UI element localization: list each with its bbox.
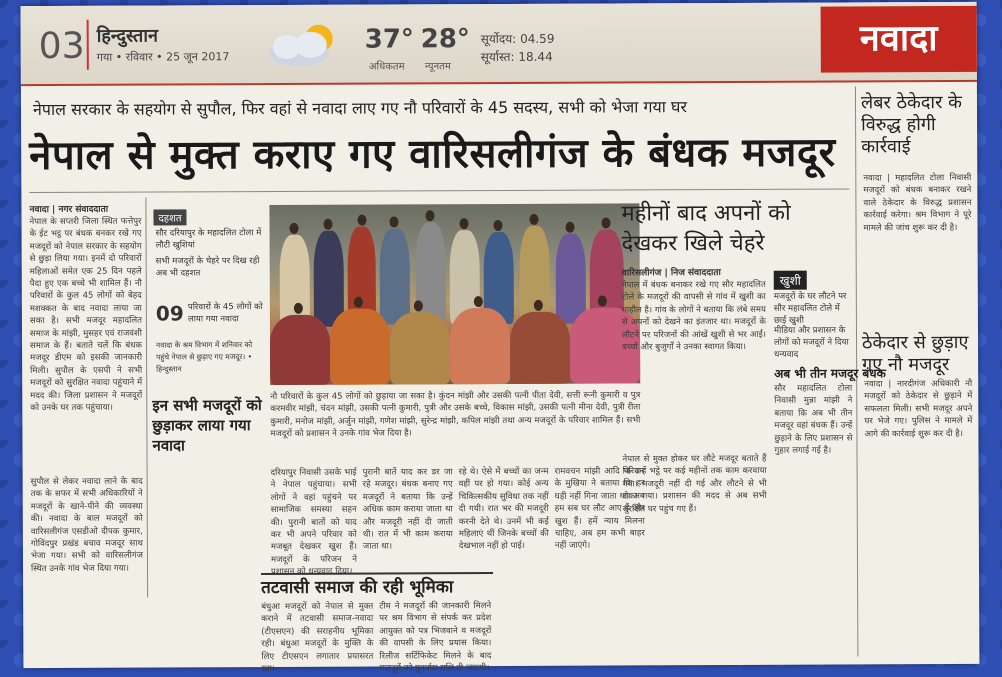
stat-text: परिवारों के 45 लोगों को लाया गया नवादा (187, 302, 263, 325)
fear-box-label: दहशत (153, 209, 186, 225)
main-body-lower-3: रहे थे। ऐसे में बच्चों का जन्म वहीं पर हो गया। कोई अन्य चिकित्सकीय सुविधा तक नहीं दी गयी। रात भर की मजदूरी करनी देते थे। उनमें भी कई महिलाएं थीं जिनके बच्चों की देखभाल नहीं हो पाई। (458, 466, 549, 552)
side-headline-contractor: लेबर ठेकेदार के विरुद्ध होगी कार्रवाई (860, 91, 963, 158)
main-byline: नवादा | नगर संवाददाता (29, 204, 109, 216)
fear-point-1: सौर दरियापुर के महादलित टोला में लौटी खुशियां (155, 228, 262, 251)
right-story-headline: महीनों बाद अपनों को देखकर खिले चेहरे (621, 200, 791, 257)
city-banner: नवादा (821, 6, 977, 73)
stat-number: 09 (155, 301, 184, 326)
tatvasi-body-1: बंधुआ मजदूरों को नेपाल से मुक्त कराने में तटवासी समाज-नवादा (टीएसएन) की सराहनीय भूमिका रही। बंधुआ मजदूरों के मुक्ति के लिए टीएसएन लगातार प्रयासरत रहा। (261, 601, 374, 675)
photo-caption: नवादा के श्रम विभाग में शनिवार को पहुंचे नेपाल से छुड़ाए गए मजदूर। • हिन्दुस्तान (156, 340, 253, 374)
main-body-lower-1: दरियापुर निवासी उसके भाई ने नेपाल पहुंचाया। सभी लोगों ने वहां पहुंचने पर सामाजिक समस्या सहन की। पुरानी बातों को याद कर भी अपने परिवार को मजबूत देखकर खुश हैं। मजदूरों के परिजन ने (270, 467, 357, 565)
subhead-brought-back: इन सभी मजदूरों को छुड़ाकर लाया गया नवादा (152, 396, 262, 455)
newspaper-page (21, 2, 980, 675)
dateline: गया • रविवार • 25 जून 2017 (96, 50, 230, 64)
tatvasi-headline: तटवासी समाज की रही भूमिका (261, 572, 493, 597)
temperature-min: 28° (420, 24, 470, 55)
temperature-max-label: अधिकतम (368, 61, 405, 73)
temperature-max: 37° (364, 24, 414, 55)
fear-point-2: सभी मजदूरों के चेहरे पर दिख रही अब भी दहशत (155, 256, 260, 279)
main-body-lower-4: रामवचन मांझी आदि परिवार के मुखिया ने बताया कि हर घड़ी नहीं गिना जाता था। अब हम सब घर लौट आए हैं और खुश हैं। हमें न्याय मिलना चाहिए, अब हम कभी बाहर नहीं जाएंगे। (554, 466, 645, 552)
column-rule (145, 198, 148, 598)
right-story-body-2: नेपाल से मुक्त होकर घर लौटे मजदूर बताते हैं कि उन्हें भट्ठे पर कई महीनों तक काम करवाया गया। मजदूरी नहीं दी गई और लौटने से भी रोका गया। प्रशासन की मदद से अब सभी सुरक्षित घर पहुंच गए हैं। (622, 453, 767, 515)
story-kicker: नेपाल सरकार के सहयोग से सुपौल, फिर वहां से नवादा लाए गए नौ परिवारों के 45 सदस्य, सभी को भेजा गया घर (32, 97, 688, 120)
sunset-time: सूर्यास्त: 18.44 (480, 49, 553, 65)
headline-rule (29, 188, 849, 193)
tatvasi-body-2: टीम ने मजदूरों की जानकारी मिलने पर श्रम विभाग से संपर्क कर प्रदेश आयुक्त को पत्र भिजवाने व मजदूरों की वापसी के लिए प्रयास किया। रिलीज सर्टिफिकेट मिलने के बाद मजदूरों को पुनर्वास राशि दी जाएगी। (379, 601, 492, 674)
main-body-col1-bottom: सुपौल से लेकर नवादा लाने के बाद तक के सफर में सभी अधिकारियों ने मजदूरों के खाने-पीने की व्यवस्था की। नवादा के बाल मजदूरों को वारिसलीगंज एसडीओ दीपक कुमार, गोविंदपुर प्रखंड बचाव मजदूर साथ भेजा गया। सभी को वारिसलीगंज स्थित उनके गांव भेज दिया गया। (30, 476, 143, 574)
masthead-divider (87, 20, 89, 70)
main-body-lower-2: पुरानी बातें याद कर डर जा रहे मजदूर। बंधक बनाए गए मजदूरों ने बताया कि उन्हें अधिक काम कराया जाता था और मजदूरी नहीं दी जाती थी। रात में भी काम कराया जाता था। (362, 467, 453, 553)
weather-cloud-icon (259, 19, 355, 71)
newspaper-brand: हिन्दुस्तान (96, 25, 159, 47)
main-body-col1: नेपाल के सप्तरी जिला स्थित फत्तेपुर के ईट भट्ठ पर बंधक बनकर रखे गए मजदूरों को नेपाल सरकार के सहयोग से छुड़ा लिया गया। इनमें दो परिवारों महिलाओं समेत एक 25 दिन पहले पैदा हुए एक बच्चे भी शामिल हैं। नौ परिवारों के कुल 45 लोगों को बेहद मशक्कत के बाद नवादा लाया जा सका है। सभी मजदूर महादलित समाज के मांझी, मुसहर एवं राजवंशी समाज के हैं। बताते चलें कि बंधक मजदूर डीएम को इसकी जानकारी मिली। सुपौल के एसपी ने सभी मजदूरों को सुरक्षित नवादा पहुंचाने में मदद की। जिला प्रशासन ने मजदूरों को उनके घर तक पहुंचाया। (29, 216, 143, 414)
side-body-contractor: नवादा | महादलित टोला निवासी मजदूरों को बंधक बनाकर रखने वाले ठेकेदार के विरुद्ध प्रशासन कार्रवाई करेगा। श्रम विभाग ने पूरे मामले की जांच शुरू कर दी है। (863, 172, 972, 234)
page-number: 03 (38, 25, 85, 68)
happiness-point-1: मजदूरों के घर लौटने पर सौर महादलित टोले में छाई खुशी (773, 291, 847, 326)
right-story-body: नेपाल में बंधक बनाकर रखे गए सौर महादलित टोले के मजदूरों की वापसी से गांव में खुशी का माहौल है। गांव के लोगों ने बताया कि लंबे समय से अपनों को देखने का इंतजार था। मजदूरों के लौटने पर परिजनों की आंखें खुशी से भर आईं। बच्चों और बुजुर्गों ने उनका स्वागत किया। (621, 279, 767, 353)
main-headline: नेपाल से मुक्त कराए गए वारिसलीगंज के बंधक मजदूर (29, 129, 836, 180)
side-headline-freed: ठेकेदार से छुड़ाए गए नौ मजदूर (861, 331, 969, 376)
sunrise-time: सूर्योदय: 04.59 (480, 31, 555, 47)
happiness-label: खुशी (774, 271, 807, 290)
still-bonded-body: सौर महादलित टोला निवासी मुन्ना मांझी ने बताया कि अब भी तीन मजदूर वहां बंधक हैं। उन्हें छुड़ाने के लिए प्रशासन से गुहार लगाई गई है। (774, 383, 853, 456)
side-body-freed: नवादा | नारदीगंज अधिकारी नौ मजदूरों को ठेकेदार से छुड़ाने में सफलता मिली। सभी मजदूर अपने घर भेजे गए। पुलिस ने मामले में आगे की कार्रवाई शुरू कर दी है। (864, 378, 973, 440)
masthead (21, 2, 977, 86)
temperature-min-label: न्यूनतम (424, 61, 451, 73)
happiness-point-2: मीडिया और प्रशासन के लोगों को मजदूरों ने दिया धन्यवाद (773, 325, 849, 360)
still-bonded-heading: अब भी तीन मजदूर बंधक (774, 366, 886, 381)
right-story-byline: वारिसलीगंज | निज संवाददाता (621, 268, 721, 279)
group-photo (269, 203, 640, 385)
main-body-mid: नौ परिवारों के कुल 45 लोगों को छुड़ाया जा सका है। कुंदन मांझी और उसकी पत्नी पीता देवी, सत्ती रूनी कुमारी व पुत्र करमवीर मांझी, चंदन मांझी, उसकी पत्नी कुमारी, पुत्री और उसके बच्चे, विकास मांझी, उसकी पत्नी मीना देवी, पुत्री रीता कुमारी, मनोज मांझी, अर्जुन मांझी, गणेश मांझी, सुरेन्द्र मांझी, कपिल मांझी तथा अन्य मजदूरों के परिवार शामिल हैं। सभी मजदूरों को प्रशासन ने उनके गांव भेज दिया है। (270, 390, 641, 440)
